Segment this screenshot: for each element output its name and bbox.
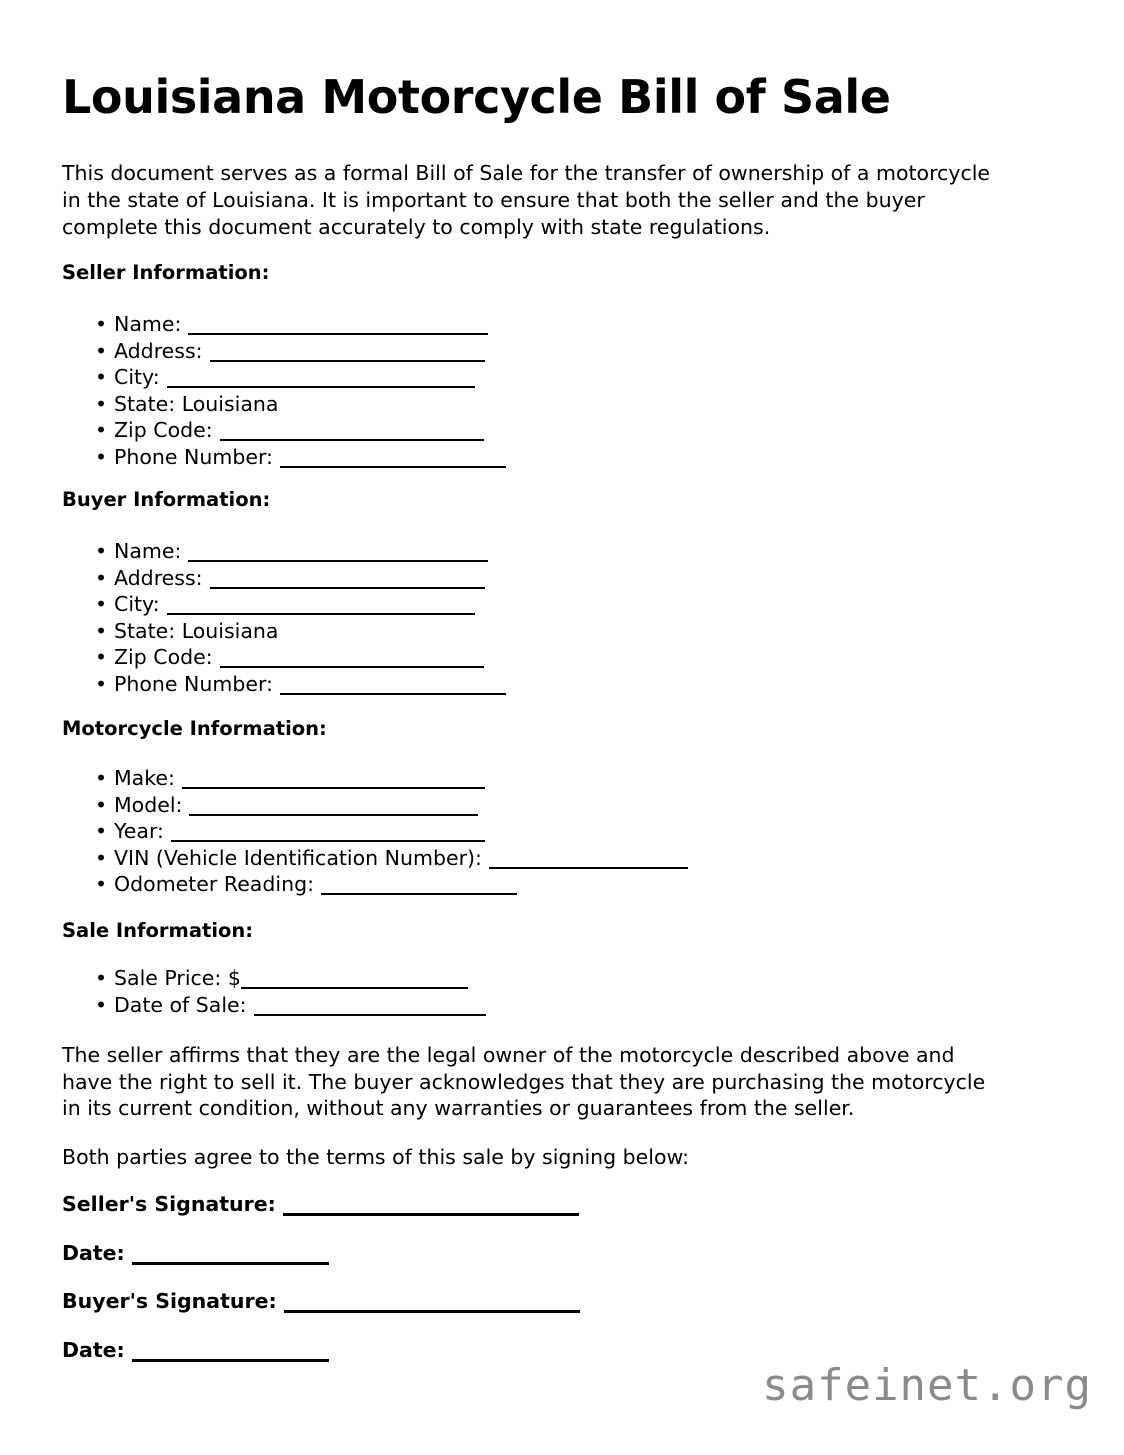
buyer-date-label: Date:: [62, 1338, 125, 1362]
affirmation-paragraph: [62, 1042, 1067, 1122]
buyer-signature-row: [62, 1289, 580, 1313]
list-item: [62, 644, 506, 671]
seller-section-heading: Seller Information:: [62, 261, 270, 284]
field-blank-line[interactable]: [167, 385, 475, 388]
agreement-text: Both parties agree to the terms of this sale by signing below:: [62, 1145, 690, 1169]
field-label: Zip Code:: [114, 418, 213, 443]
field-label: Odometer Reading:: [114, 872, 314, 897]
bullet-icon: •: [95, 671, 108, 696]
field-label: Model:: [114, 792, 183, 817]
list-item: [62, 565, 506, 592]
seller-signature-row: [62, 1192, 579, 1216]
seller-date-label: Date:: [62, 1241, 125, 1265]
bullet-icon: •: [95, 565, 108, 590]
field-blank-line[interactable]: [210, 359, 485, 362]
field-label: City:: [114, 365, 160, 390]
field-label: Zip Code:: [114, 645, 213, 670]
field-blank-line[interactable]: [280, 465, 506, 468]
list-item: [62, 444, 506, 471]
site-watermark: safeinet.org: [762, 1360, 1092, 1411]
bullet-icon: •: [95, 418, 108, 443]
buyer-date-blank[interactable]: [132, 1358, 329, 1362]
motorcycle-fields-list: [62, 765, 688, 898]
field-blank-line[interactable]: [171, 839, 485, 842]
page-title: Louisiana Motorcycle Bill of Sale: [62, 70, 891, 124]
buyer-fields-list: [62, 538, 506, 698]
affirmation-line: have the right to sell it. The buyer acknowledges that they are purchasing the motorcycle: [62, 1069, 986, 1094]
bullet-icon: •: [95, 539, 108, 563]
bullet-icon: •: [95, 365, 108, 390]
field-label: State:: [114, 618, 176, 643]
field-blank-line[interactable]: [280, 692, 506, 695]
bullet-icon: •: [95, 766, 108, 790]
affirmation-line: The seller affirms that they are the legal owner of the motorcycle described above and: [62, 1043, 955, 1067]
intro-line: complete this document accurately to comply with state regulations.: [62, 215, 771, 239]
field-blank-line[interactable]: [167, 612, 475, 615]
list-item: [62, 311, 506, 338]
field-label: Name:: [114, 312, 182, 336]
field-blank-line[interactable]: [189, 813, 478, 816]
motorcycle-section-heading: Motorcycle Information:: [62, 717, 327, 740]
list-item: [62, 992, 486, 1019]
field-label: City:: [114, 592, 160, 617]
field-label: State:: [114, 391, 176, 416]
seller-date-blank[interactable]: [132, 1261, 329, 1265]
bullet-icon: •: [95, 792, 108, 817]
list-item: [62, 671, 506, 698]
affirmation-line: in its current condition, without any warranties or guarantees from the seller.: [62, 1096, 855, 1121]
field-label: Name:: [114, 539, 182, 563]
bullet-icon: •: [95, 992, 108, 1017]
bullet-icon: •: [95, 966, 108, 990]
bullet-icon: •: [95, 312, 108, 336]
intro-paragraph: [62, 160, 1067, 241]
list-item: [62, 818, 688, 845]
field-label: Sale Price: $: [114, 966, 241, 990]
bullet-icon: •: [95, 819, 108, 844]
list-item: [62, 871, 688, 898]
list-item: [62, 364, 506, 391]
field-label: Date of Sale:: [114, 992, 247, 1017]
list-item: [62, 591, 506, 618]
bullet-icon: •: [95, 391, 108, 416]
sale-section-heading: Sale Information:: [62, 919, 254, 942]
field-label: Phone Number:: [114, 671, 273, 696]
buyer-section-heading: Buyer Information:: [62, 488, 271, 511]
field-blank-line[interactable]: [489, 866, 688, 869]
list-item: [62, 765, 688, 792]
bullet-icon: •: [95, 592, 108, 617]
sale-fields-list: [62, 965, 486, 1018]
field-label: Year:: [114, 819, 164, 844]
list-item: [62, 965, 486, 992]
list-item: [62, 538, 506, 565]
field-blank-line[interactable]: [188, 332, 488, 335]
field-blank-line[interactable]: [188, 559, 488, 562]
list-item: [62, 618, 506, 645]
seller-signature-blank[interactable]: [283, 1212, 579, 1216]
field-blank-line[interactable]: [220, 665, 484, 668]
bullet-icon: •: [95, 444, 108, 469]
seller-signature-label: Seller's Signature:: [62, 1192, 276, 1216]
list-item: [62, 792, 688, 819]
seller-fields-list: [62, 311, 506, 471]
field-blank-line[interactable]: [254, 1013, 486, 1016]
list-item: [62, 391, 506, 418]
field-value: Louisiana: [181, 391, 279, 416]
buyer-signature-blank[interactable]: [284, 1309, 580, 1313]
field-label: Make:: [114, 766, 175, 790]
seller-date-row: [62, 1241, 329, 1265]
field-label: Address:: [114, 338, 203, 363]
intro-line: This document serves as a formal Bill of Sale for the transfer of ownership of a motorcycle: [62, 161, 991, 185]
field-label: Phone Number:: [114, 444, 273, 469]
field-label: VIN (Vehicle Identification Number):: [114, 845, 482, 870]
field-value: Louisiana: [181, 618, 279, 643]
list-item: [62, 338, 506, 365]
bullet-icon: •: [95, 845, 108, 870]
field-blank-line[interactable]: [182, 786, 485, 789]
bullet-icon: •: [95, 872, 108, 897]
field-label: Address:: [114, 565, 203, 590]
buyer-signature-label: Buyer's Signature:: [62, 1289, 277, 1313]
bullet-icon: •: [95, 338, 108, 363]
agreement-paragraph: [62, 1144, 1067, 1171]
bullet-icon: •: [95, 645, 108, 670]
intro-line: in the state of Louisiana. It is important to ensure that both the seller and the buyer: [62, 188, 925, 212]
field-blank-line[interactable]: [220, 438, 484, 441]
list-item: [62, 845, 688, 872]
bullet-icon: •: [95, 618, 108, 643]
buyer-date-row: [62, 1338, 329, 1362]
field-blank-line[interactable]: [241, 986, 468, 989]
field-blank-line[interactable]: [210, 586, 485, 589]
list-item: [62, 417, 506, 444]
field-blank-line[interactable]: [321, 892, 517, 895]
